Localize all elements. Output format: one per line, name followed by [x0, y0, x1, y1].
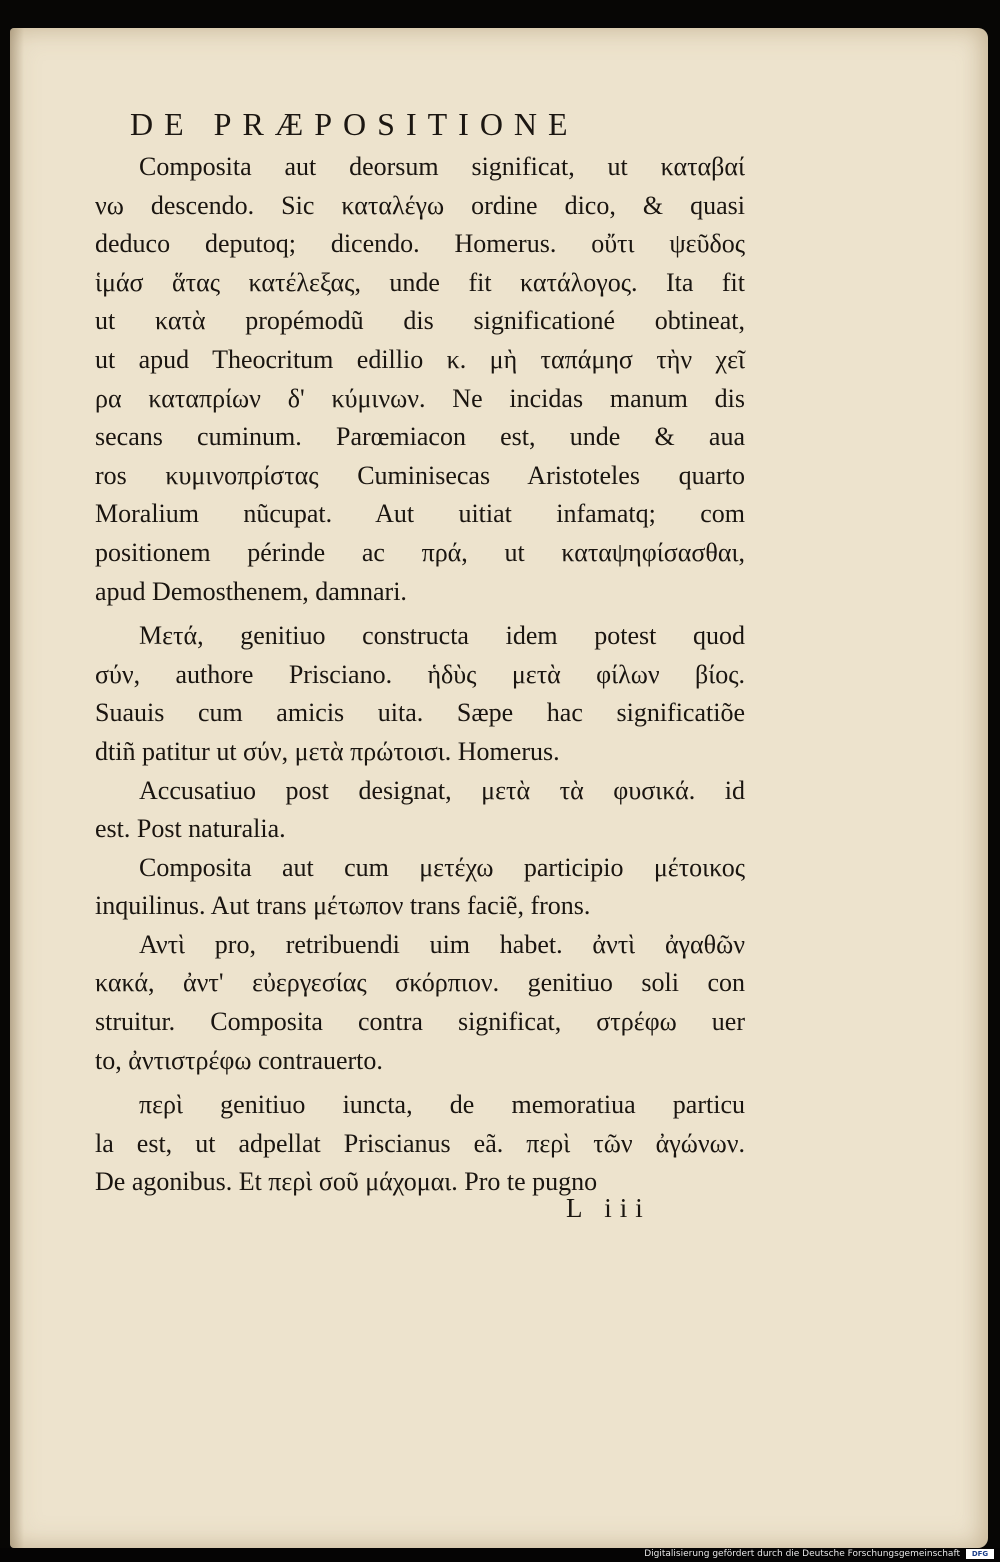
text-line: struitur. Composita contra significat, στρέφω uer	[95, 1007, 745, 1037]
text-line: Composita aut cum μετέχω participio μέτοικος	[139, 852, 745, 882]
running-head: DE PRÆPOSITIONE	[130, 106, 579, 142]
text-line: ἱμάσ ἅτας κατέλεξας, unde fit κατάλογος. Ita fit	[95, 267, 745, 297]
text-line: inquilinus. Aut trans μέτωπον trans faciẽ, frons.	[95, 891, 591, 921]
text-line: to, ἀντιστρέφω contrauerto.	[95, 1045, 383, 1075]
text-line: ρα καταπρίων δ' κύμινων. Ne incidas manum dis	[95, 383, 745, 413]
text-line: Αντὶ pro, retribuendi uim habet. ἀντὶ ἀγαθῶν	[139, 929, 745, 959]
page-edge-shadow	[10, 28, 24, 1548]
digitization-credit: Digitalisierung gefördert durch die Deutsche Forschungsgemeinschaft	[644, 1549, 960, 1559]
text-line: est. Post naturalia.	[95, 814, 286, 844]
text-line: περὶ genitiuo iuncta, de memoratiua particu	[139, 1090, 745, 1120]
paragraph	[95, 772, 745, 849]
text-line: ut apud Theocritum edillio κ. μὴ ταπάμησ τὴν χεῖ	[95, 344, 745, 374]
text-line: Suauis cum amicis uita. Sæpe hac significatiõe	[95, 698, 745, 728]
body-text	[95, 148, 745, 1202]
text-line: positionem périnde ac πρά, ut καταψηφίσασθαι,	[95, 537, 745, 567]
text-line: κακά, ἀντ' εὐεργεσίας σκόρπιον. genitiuo soli con	[95, 968, 745, 998]
text-line: σύν, authore Prisciano. ἡδὺς μετὰ φίλων βίος.	[95, 659, 745, 689]
text-line: la est, ut adpellat Priscianus eã. περὶ τῶν ἀγώνων.	[95, 1128, 745, 1158]
text-line: Μετά, genitiuo constructa idem potest quod	[139, 621, 745, 651]
text-line: ros κυμινοπρίστας Cuminisecas Aristoteles quarto	[95, 460, 745, 490]
signature-mark: L iii	[566, 1193, 651, 1223]
text-line: Moralium nũcupat. Aut uitiat infamatq; com	[95, 499, 745, 529]
text-line: deduco deputoq; dicendo. Homerus. οὔτι ψεῦδος	[95, 229, 745, 259]
paragraph	[95, 1086, 745, 1202]
text-line: ut κατὰ propémodũ dis significationé obtineat,	[95, 306, 745, 336]
text-line: dtiñ patitur ut σύν, μετὰ πρώτοισι. Homerus.	[95, 736, 560, 766]
dfg-logo: DFG	[966, 1549, 994, 1559]
text-line: Accusatiuo post designat, μετὰ τὰ φυσικά. id	[139, 775, 745, 805]
text-line: De agonibus. Et περὶ σοῦ μάχομαι. Pro te pugno	[95, 1167, 598, 1197]
text-line: secans cuminum. Parœmiacon est, unde & aua	[95, 422, 745, 452]
paragraph	[95, 148, 745, 611]
paragraph	[95, 849, 745, 926]
paragraph	[95, 926, 745, 1080]
paragraph	[95, 617, 745, 771]
text-line: νω descendo. Sic καταλέγω ordine dico, & quasi	[95, 190, 745, 220]
text-line: apud Demosthenem, damnari.	[95, 576, 407, 606]
text-line: Composita aut deorsum significat, ut καταβαί	[139, 152, 745, 181]
